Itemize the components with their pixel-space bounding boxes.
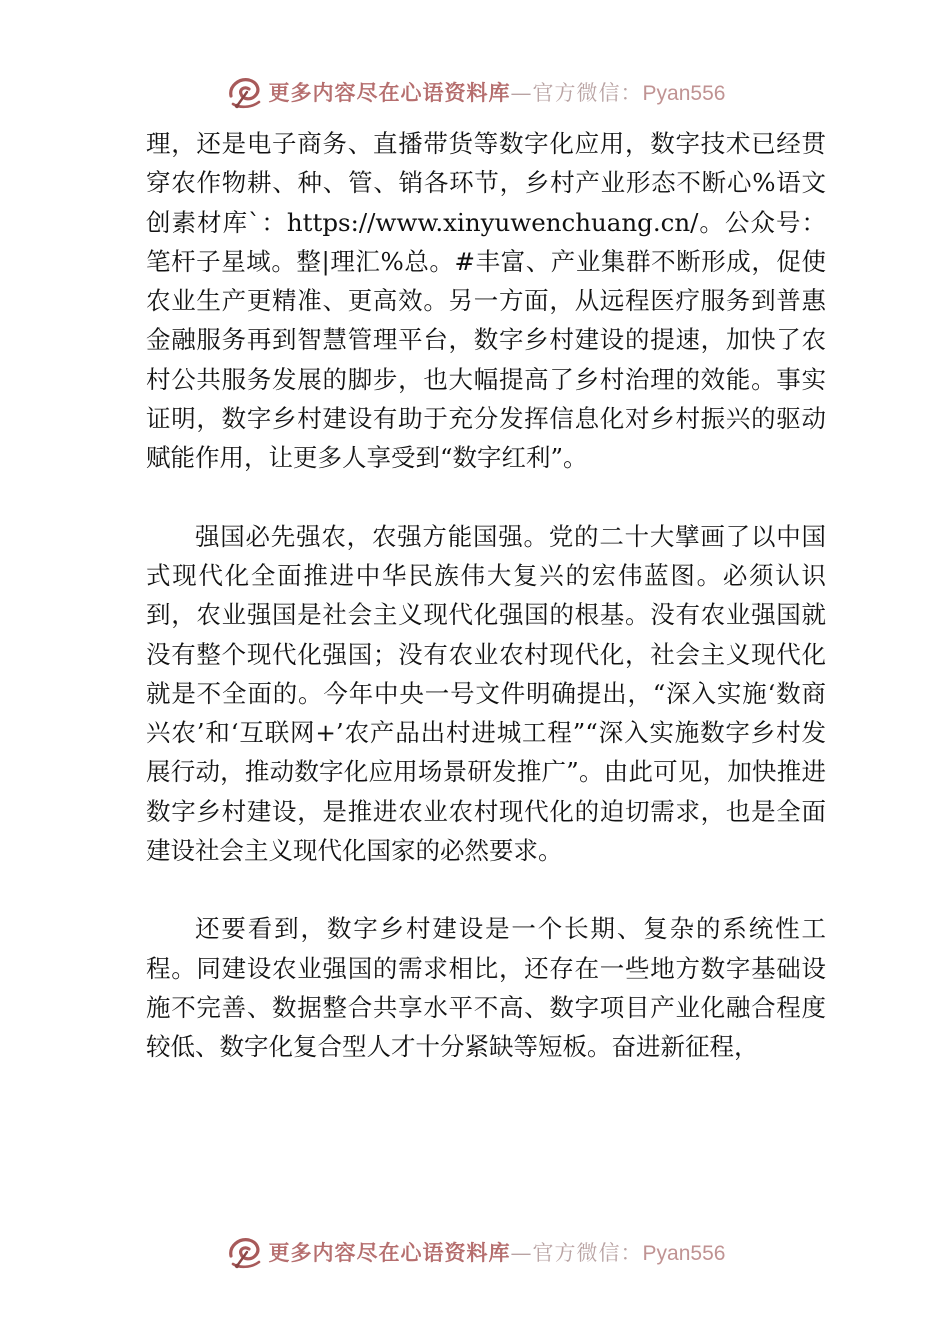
header-text-pid: Pyan556 [642, 82, 726, 105]
footer-text-part2: 官方微信： [532, 1241, 643, 1265]
brush-swirl-logo-icon [225, 74, 265, 110]
header-banner [0, 72, 950, 112]
footer-text [269, 1237, 726, 1267]
header-text [269, 77, 726, 107]
footer-banner [0, 1232, 950, 1272]
header-text-part2: 官方微信： [532, 81, 643, 105]
footer-text-part1: 更多内容尽在心语资料库 [268, 1240, 511, 1265]
header-text-part1: 更多内容尽在心语资料库 [268, 80, 511, 105]
body-content [146, 124, 826, 1067]
footer-banner-inner [225, 1234, 726, 1270]
paragraph-3: 还要看到，数字乡村建设是一个长期、复杂的系统性工程。同建设农业强国的需求相比，还存在一些地方数字基础设施不完善、数据整合共享水平不高、数字项目产业化融合程度较低、数字化复合型人才十分紧缺等短板。奋进新征程， [146, 914, 826, 1062]
paragraph-2: 强国必先强农，农强方能国强。党的二十大擘画了以中国式现代化全面推进中华民族伟大复兴的宏伟蓝图。必须认识到，农业强国是社会主义现代化强国的根基。没有农业强国就没有整个现代化强国；没有农业农村现代化，社会主义现代化就是不全面的。今年中央一号文件明确提出，“深入实施‘数商兴农’和‘互联网+’农产品出村进城工程”“深入实施数字乡村发展行动，推动数字化应用场景研发推广”。由此可见，加快推进数字乡村建设，是推进农业农村现代化的迫切需求，也是全面建设社会主义现代化国家的必然要求。 [146, 521, 826, 866]
header-banner-inner [225, 74, 726, 110]
brush-swirl-logo-icon [225, 1234, 265, 1270]
header-text-dash: — [510, 81, 533, 105]
paragraph-1: 理，还是电子商务、直播带货等数字化应用，数字技术已经贯穿农作物耕、种、管、销各环节，乡村产业形态不断心%语文创素材库`：https://www.xinyuwenchuang.cn/。公众号：笔杆子星域。整|理汇%总。#丰富、产业集群不断形成，促使农业生产更精准、更高效。另一方面，从远程医疗服务到普惠金融服务再到智慧管理平台，数字乡村建设的提速，加快了农村公共服务发展的脚步，也大幅提高了乡村治理的效能。事实证明，数字乡村建设有助于充分发挥信息化对乡村振兴的驱动赋能作用，让更多人享受到“数字红利”。 [146, 129, 826, 473]
footer-text-dash: — [510, 1241, 533, 1265]
footer-text-pid: Pyan556 [642, 1242, 726, 1265]
